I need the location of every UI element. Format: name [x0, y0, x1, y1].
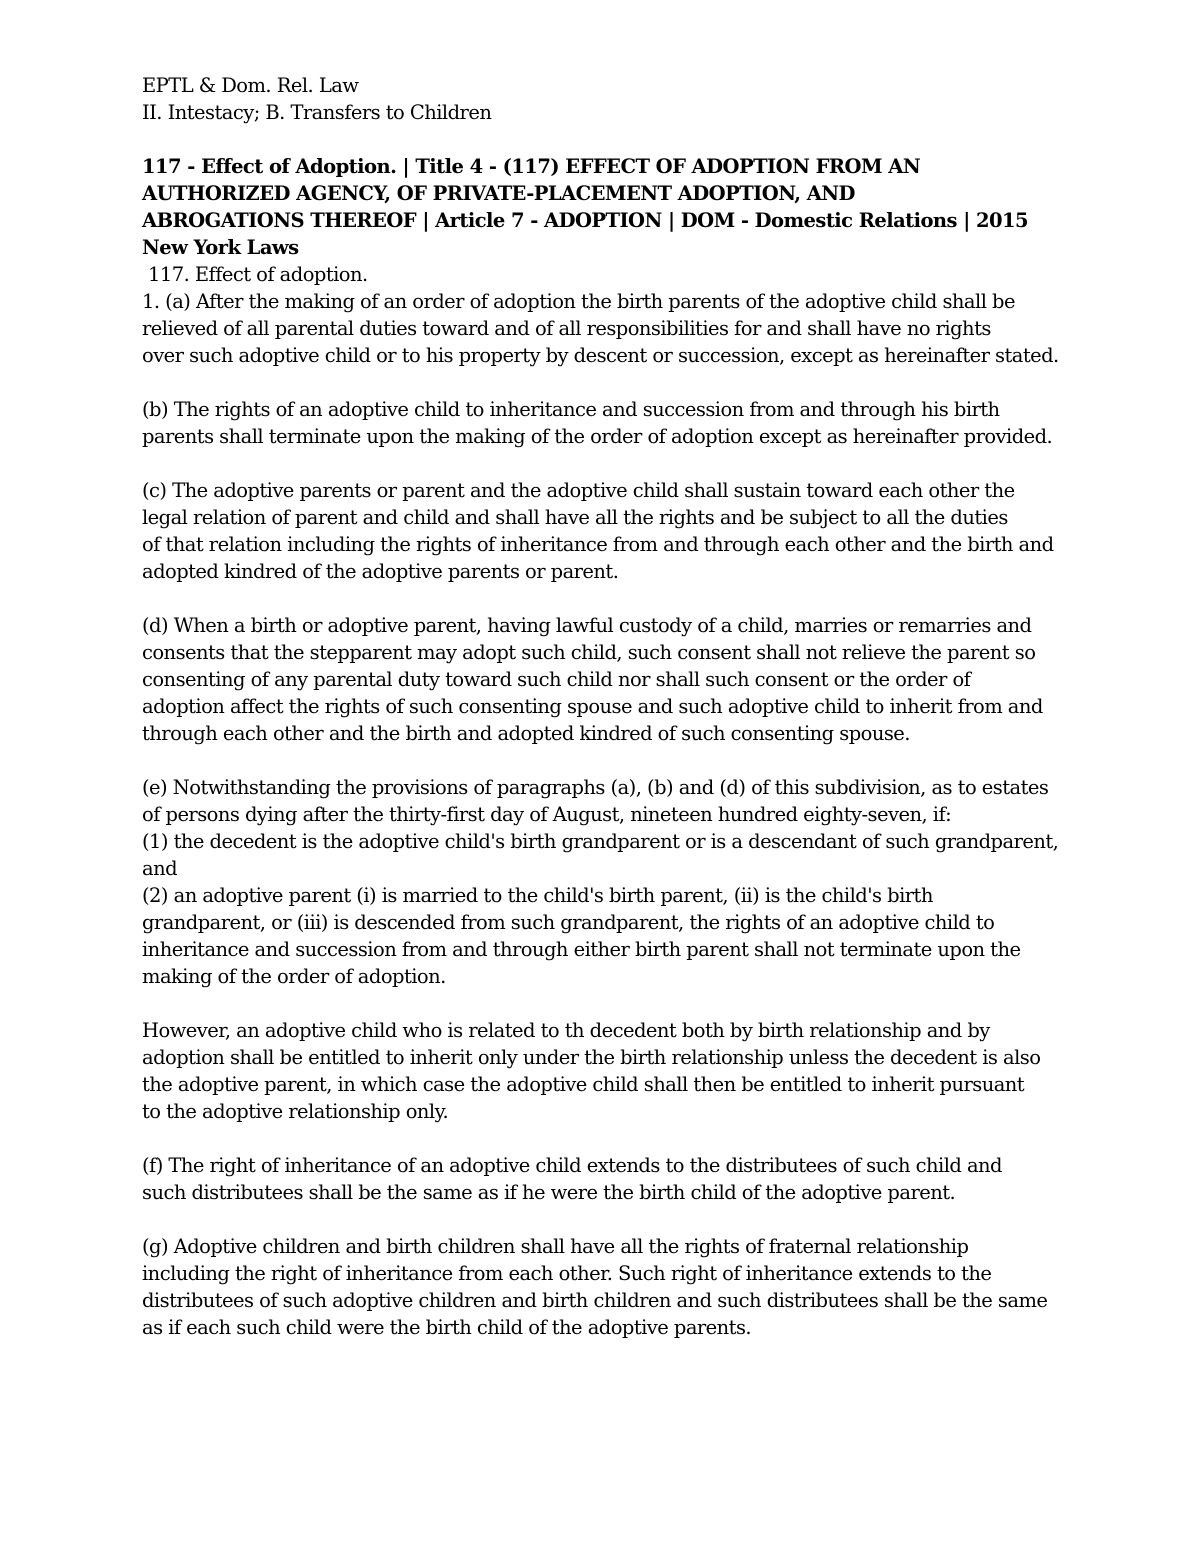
paragraph-line: (c) The adoptive parents or parent and the adoptive child shall sustain toward each other the: [142, 479, 1015, 502]
paragraph-line: (1) the decedent is the adoptive child's birth grandparent or is a descendant of such grandparent,: [142, 830, 1059, 853]
spacer: [142, 1206, 1072, 1233]
paragraph-line: over such adoptive child or to his property by descent or succession, except as hereinafter stated.: [142, 344, 1059, 367]
spacer: [142, 585, 1072, 612]
paragraph-line: grandparent, or (iii) is descended from such grandparent, the rights of an adoptive child to: [142, 911, 995, 934]
paragraph-line: (2) an adoptive parent (i) is married to the child's birth parent, (ii) is the child's birth: [142, 884, 933, 907]
paragraph-line: including the right of inheritance from each other. Such right of inheritance extends to the: [142, 1262, 992, 1285]
paragraph-line: legal relation of parent and child and shall have all the rights and be subject to all the duties: [142, 506, 1008, 529]
header-line-1: EPTL & Dom. Rel. Law: [142, 74, 359, 97]
paragraph-line: (e) Notwithstanding the provisions of paragraphs (a), (b) and (d) of this subdivision, as to estates: [142, 776, 1049, 799]
paragraph-line: adoption affect the rights of such consenting spouse and such adoptive child to inherit from and: [142, 695, 1043, 718]
paragraph-line: adopted kindred of the adoptive parents or parent.: [142, 560, 619, 583]
paragraph-line: of that relation including the rights of inheritance from and through each other and the birth and: [142, 533, 1054, 556]
paragraph-line: (b) The rights of an adoptive child to inheritance and succession from and through his birth: [142, 398, 1000, 421]
paragraph-line: as if each such child were the birth child of the adoptive parents.: [142, 1316, 752, 1339]
paragraph-line: adoption shall be entitled to inherit only under the birth relationship unless the decedent is also: [142, 1046, 1041, 1069]
spacer: [142, 1125, 1072, 1152]
paragraph-line: such distributees shall be the same as if he were the birth child of the adoptive parent.: [142, 1181, 956, 1204]
header-line-2: II. Intestacy; B. Transfers to Children: [142, 101, 492, 124]
heading-line: 117 - Effect of Adoption. | Title 4 - (117) EFFECT OF ADOPTION FROM AN: [142, 155, 921, 178]
paragraph-line: making of the order of adoption.: [142, 965, 446, 988]
paragraph-line: consents that the stepparent may adopt such child, such consent shall not relieve the parent so: [142, 641, 1036, 664]
paragraph-line: However, an adoptive child who is related to th decedent both by birth relationship and by: [142, 1019, 990, 1042]
paragraph-line: through each other and the birth and adopted kindred of such consenting spouse.: [142, 722, 910, 745]
paragraph-line: consenting of any parental duty toward such child nor shall such consent or the order of: [142, 668, 971, 691]
paragraph-line: parents shall terminate upon the making of the order of adoption except as hereinafter provided.: [142, 425, 1053, 448]
paragraph-line: and: [142, 857, 178, 880]
heading-line: ABROGATIONS THEREOF | Article 7 - ADOPTION | DOM - Domestic Relations | 2015: [142, 209, 1029, 232]
paragraph-line: to the adoptive relationship only.: [142, 1100, 449, 1123]
spacer: [142, 126, 1072, 153]
section-title: 117. Effect of adoption.: [148, 263, 368, 286]
paragraph-line: the adoptive parent, in which case the adoptive child shall then be entitled to inherit pursuant: [142, 1073, 1025, 1096]
spacer: [142, 369, 1072, 396]
spacer: [142, 450, 1072, 477]
paragraph-line: (d) When a birth or adoptive parent, having lawful custody of a child, marries or remarries and: [142, 614, 1032, 637]
paragraph-line: of persons dying after the thirty-first day of August, nineteen hundred eighty-seven, if:: [142, 803, 952, 826]
paragraph-line: inheritance and succession from and through either birth parent shall not terminate upon the: [142, 938, 1021, 961]
document-page: [142, 72, 1072, 1341]
paragraph-line: (f) The right of inheritance of an adoptive child extends to the distributees of such child and: [142, 1154, 1002, 1177]
paragraph-line: (g) Adoptive children and birth children shall have all the rights of fraternal relationship: [142, 1235, 969, 1258]
heading-line: AUTHORIZED AGENCY, OF PRIVATE-PLACEMENT ADOPTION, AND: [142, 182, 855, 205]
paragraph-line: 1. (a) After the making of an order of adoption the birth parents of the adoptive child shall be: [142, 290, 1015, 313]
spacer: [142, 747, 1072, 774]
paragraph-line: relieved of all parental duties toward and of all responsibilities for and shall have no rights: [142, 317, 991, 340]
heading-line: New York Laws: [142, 236, 299, 259]
paragraph-line: distributees of such adoptive children and birth children and such distributees shall be the same: [142, 1289, 1048, 1312]
spacer: [142, 990, 1072, 1017]
